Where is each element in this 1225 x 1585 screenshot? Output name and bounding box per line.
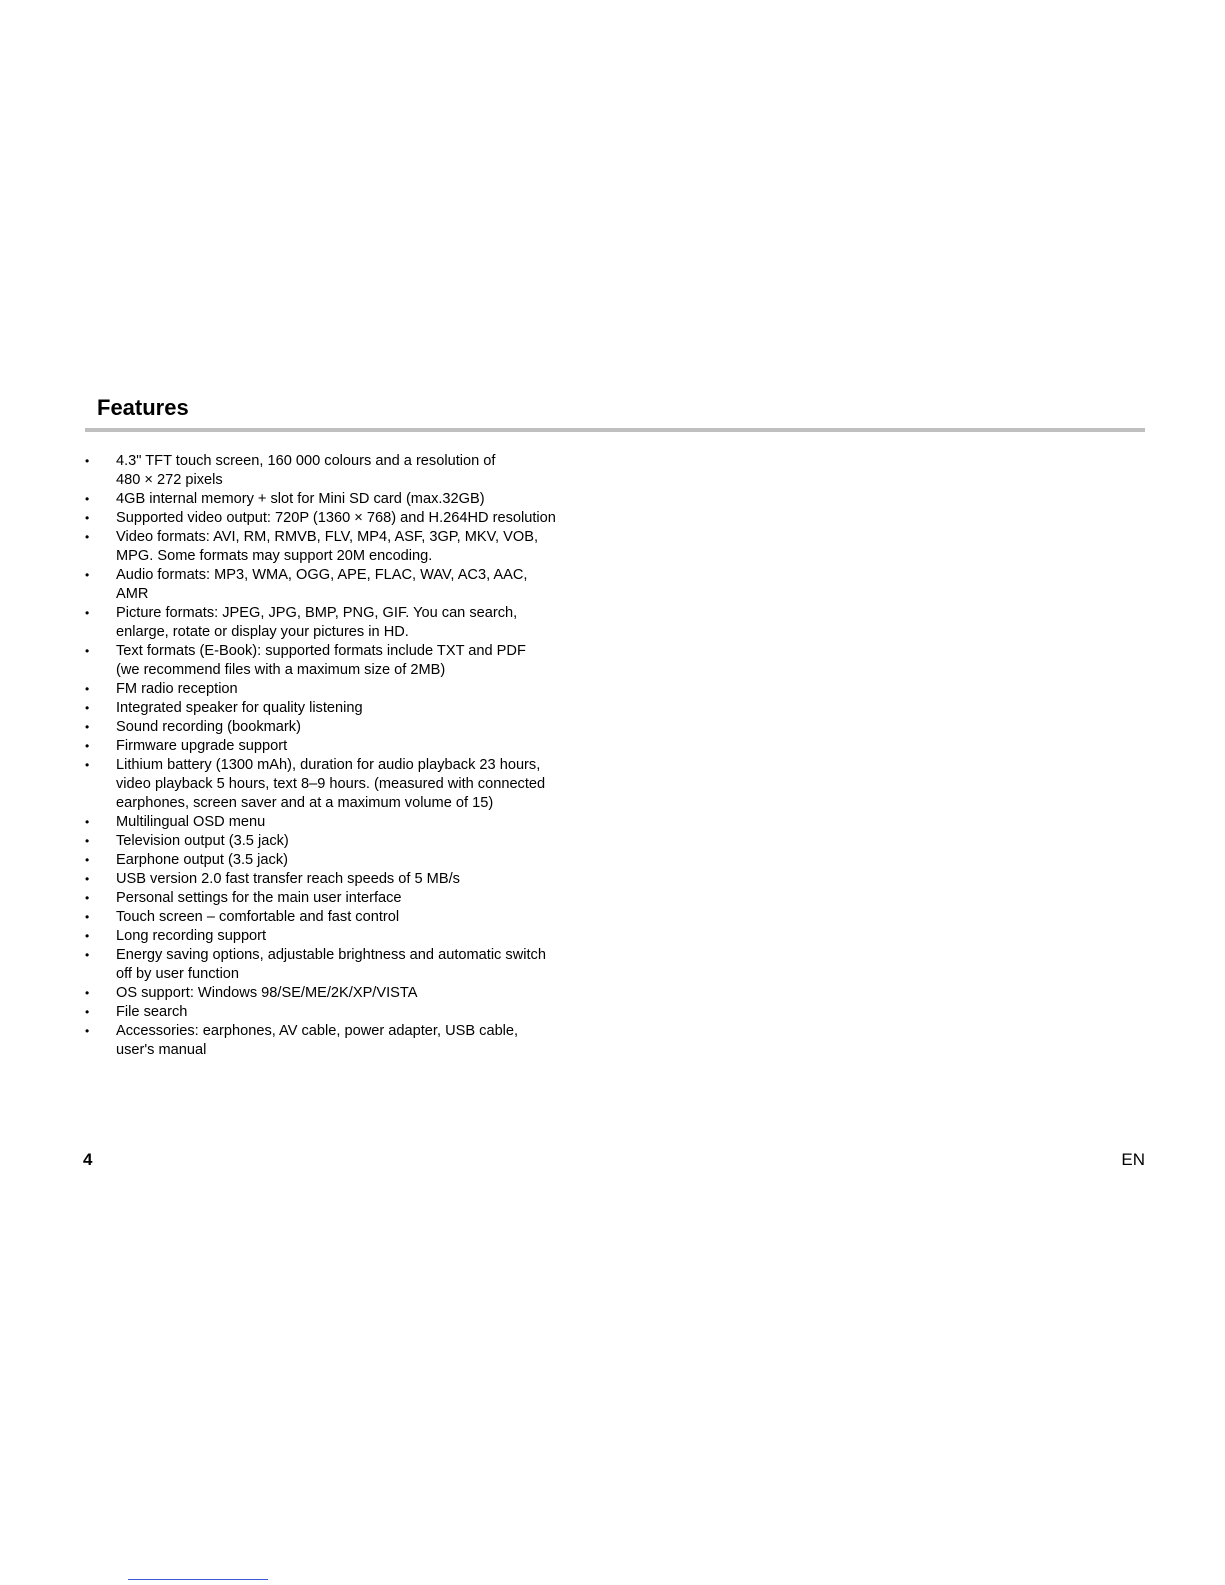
bullet-icon: • bbox=[85, 511, 90, 525]
list-item bbox=[85, 642, 615, 680]
list-item-text: Integrated speaker for quality listening bbox=[116, 700, 363, 716]
bullet-icon: • bbox=[85, 929, 90, 943]
list-item bbox=[85, 1022, 615, 1060]
bullet-icon: • bbox=[85, 758, 90, 772]
list-item bbox=[85, 452, 615, 490]
list-item bbox=[85, 528, 615, 566]
bullet-icon: • bbox=[85, 1024, 90, 1038]
list-item-text: Text formats (E-Book): supported formats include TXT and PDF (we recommend files with a maximum size of 2MB) bbox=[116, 643, 526, 678]
list-item-text: Television output (3.5 jack) bbox=[116, 833, 289, 849]
bullet-icon: • bbox=[85, 644, 90, 658]
list-item bbox=[85, 756, 615, 813]
bullet-icon: • bbox=[85, 720, 90, 734]
list-item bbox=[85, 832, 615, 851]
list-item bbox=[85, 490, 615, 509]
title-divider bbox=[85, 428, 1145, 432]
list-item-text: USB version 2.0 fast transfer reach speeds of 5 MB/s bbox=[116, 871, 460, 887]
bottom-link-underline bbox=[128, 1579, 268, 1580]
bullet-icon: • bbox=[85, 891, 90, 905]
list-item bbox=[85, 566, 615, 604]
bullet-icon: • bbox=[85, 986, 90, 1000]
list-item bbox=[85, 1003, 615, 1022]
list-item-text: FM radio reception bbox=[116, 681, 238, 697]
bullet-icon: • bbox=[85, 910, 90, 924]
list-item-text: Lithium battery (1300 mAh), duration for audio playback 23 hours, video playback 5 hours, text 8–9 hours. (measured with connected earphones, screen saver and at a maximum volume of 15) bbox=[116, 757, 546, 811]
bullet-icon: • bbox=[85, 853, 90, 867]
list-item-text: Audio formats: MP3, WMA, OGG, APE, FLAC, WAV, AC3, AAC, AMR bbox=[116, 567, 528, 602]
list-item-text: Firmware upgrade support bbox=[116, 738, 288, 754]
list-item bbox=[85, 946, 615, 984]
bullet-icon: • bbox=[85, 701, 90, 715]
list-item-text: Accessories: earphones, AV cable, power adapter, USB cable, user's manual bbox=[116, 1023, 519, 1058]
list-item-text: Picture formats: JPEG, JPG, BMP, PNG, GIF. You can search, enlarge, rotate or display your pictures in HD. bbox=[116, 605, 518, 640]
list-item-text: Supported video output: 720P (1360 × 768) and H.264HD resolution bbox=[116, 510, 556, 526]
list-item bbox=[85, 927, 615, 946]
list-item-text: Multilingual OSD menu bbox=[116, 814, 266, 830]
list-item bbox=[85, 984, 615, 1003]
list-item bbox=[85, 718, 615, 737]
list-item-text: Video formats: AVI, RM, RMVB, FLV, MP4, ASF, 3GP, MKV, VOB, MPG. Some formats may support 20M encoding. bbox=[116, 529, 539, 564]
bullet-icon: • bbox=[85, 682, 90, 696]
bullet-icon: • bbox=[85, 834, 90, 848]
bullet-icon: • bbox=[85, 948, 90, 962]
list-item bbox=[85, 699, 615, 718]
list-item-text: Energy saving options, adjustable brightness and automatic switch off by user function bbox=[116, 947, 546, 982]
list-item bbox=[85, 737, 615, 756]
bullet-icon: • bbox=[85, 872, 90, 886]
list-item bbox=[85, 680, 615, 699]
list-item-text: File search bbox=[116, 1004, 188, 1020]
list-item-text: Personal settings for the main user interface bbox=[116, 890, 402, 906]
bullet-icon: • bbox=[85, 1005, 90, 1019]
features-list bbox=[85, 452, 615, 1060]
list-item-text: 4.3" TFT touch screen, 160 000 colours and a resolution of 480 × 272 pixels bbox=[116, 453, 496, 488]
list-item-text: 4GB internal memory + slot for Mini SD card (max.32GB) bbox=[116, 491, 485, 507]
bullet-icon: • bbox=[85, 568, 90, 582]
bullet-icon: • bbox=[85, 530, 90, 544]
language-code: EN bbox=[1121, 1150, 1145, 1169]
bullet-icon: • bbox=[85, 454, 90, 468]
bullet-icon: • bbox=[85, 815, 90, 829]
bullet-icon: • bbox=[85, 492, 90, 506]
bullet-icon: • bbox=[85, 606, 90, 620]
list-item-text: Long recording support bbox=[116, 928, 267, 944]
bullet-icon: • bbox=[85, 739, 90, 753]
page-number: 4 bbox=[83, 1150, 93, 1169]
list-item bbox=[85, 851, 615, 870]
list-item bbox=[85, 908, 615, 927]
page-title: Features bbox=[97, 395, 189, 420]
list-item-text: Touch screen – comfortable and fast control bbox=[116, 909, 400, 925]
list-item bbox=[85, 870, 615, 889]
list-item bbox=[85, 813, 615, 832]
list-item bbox=[85, 604, 615, 642]
list-item-text: Earphone output (3.5 jack) bbox=[116, 852, 288, 868]
list-item bbox=[85, 509, 615, 528]
list-item-text: OS support: Windows 98/SE/ME/2K/XP/VISTA bbox=[116, 985, 418, 1001]
list-item bbox=[85, 889, 615, 908]
list-item-text: Sound recording (bookmark) bbox=[116, 719, 301, 735]
